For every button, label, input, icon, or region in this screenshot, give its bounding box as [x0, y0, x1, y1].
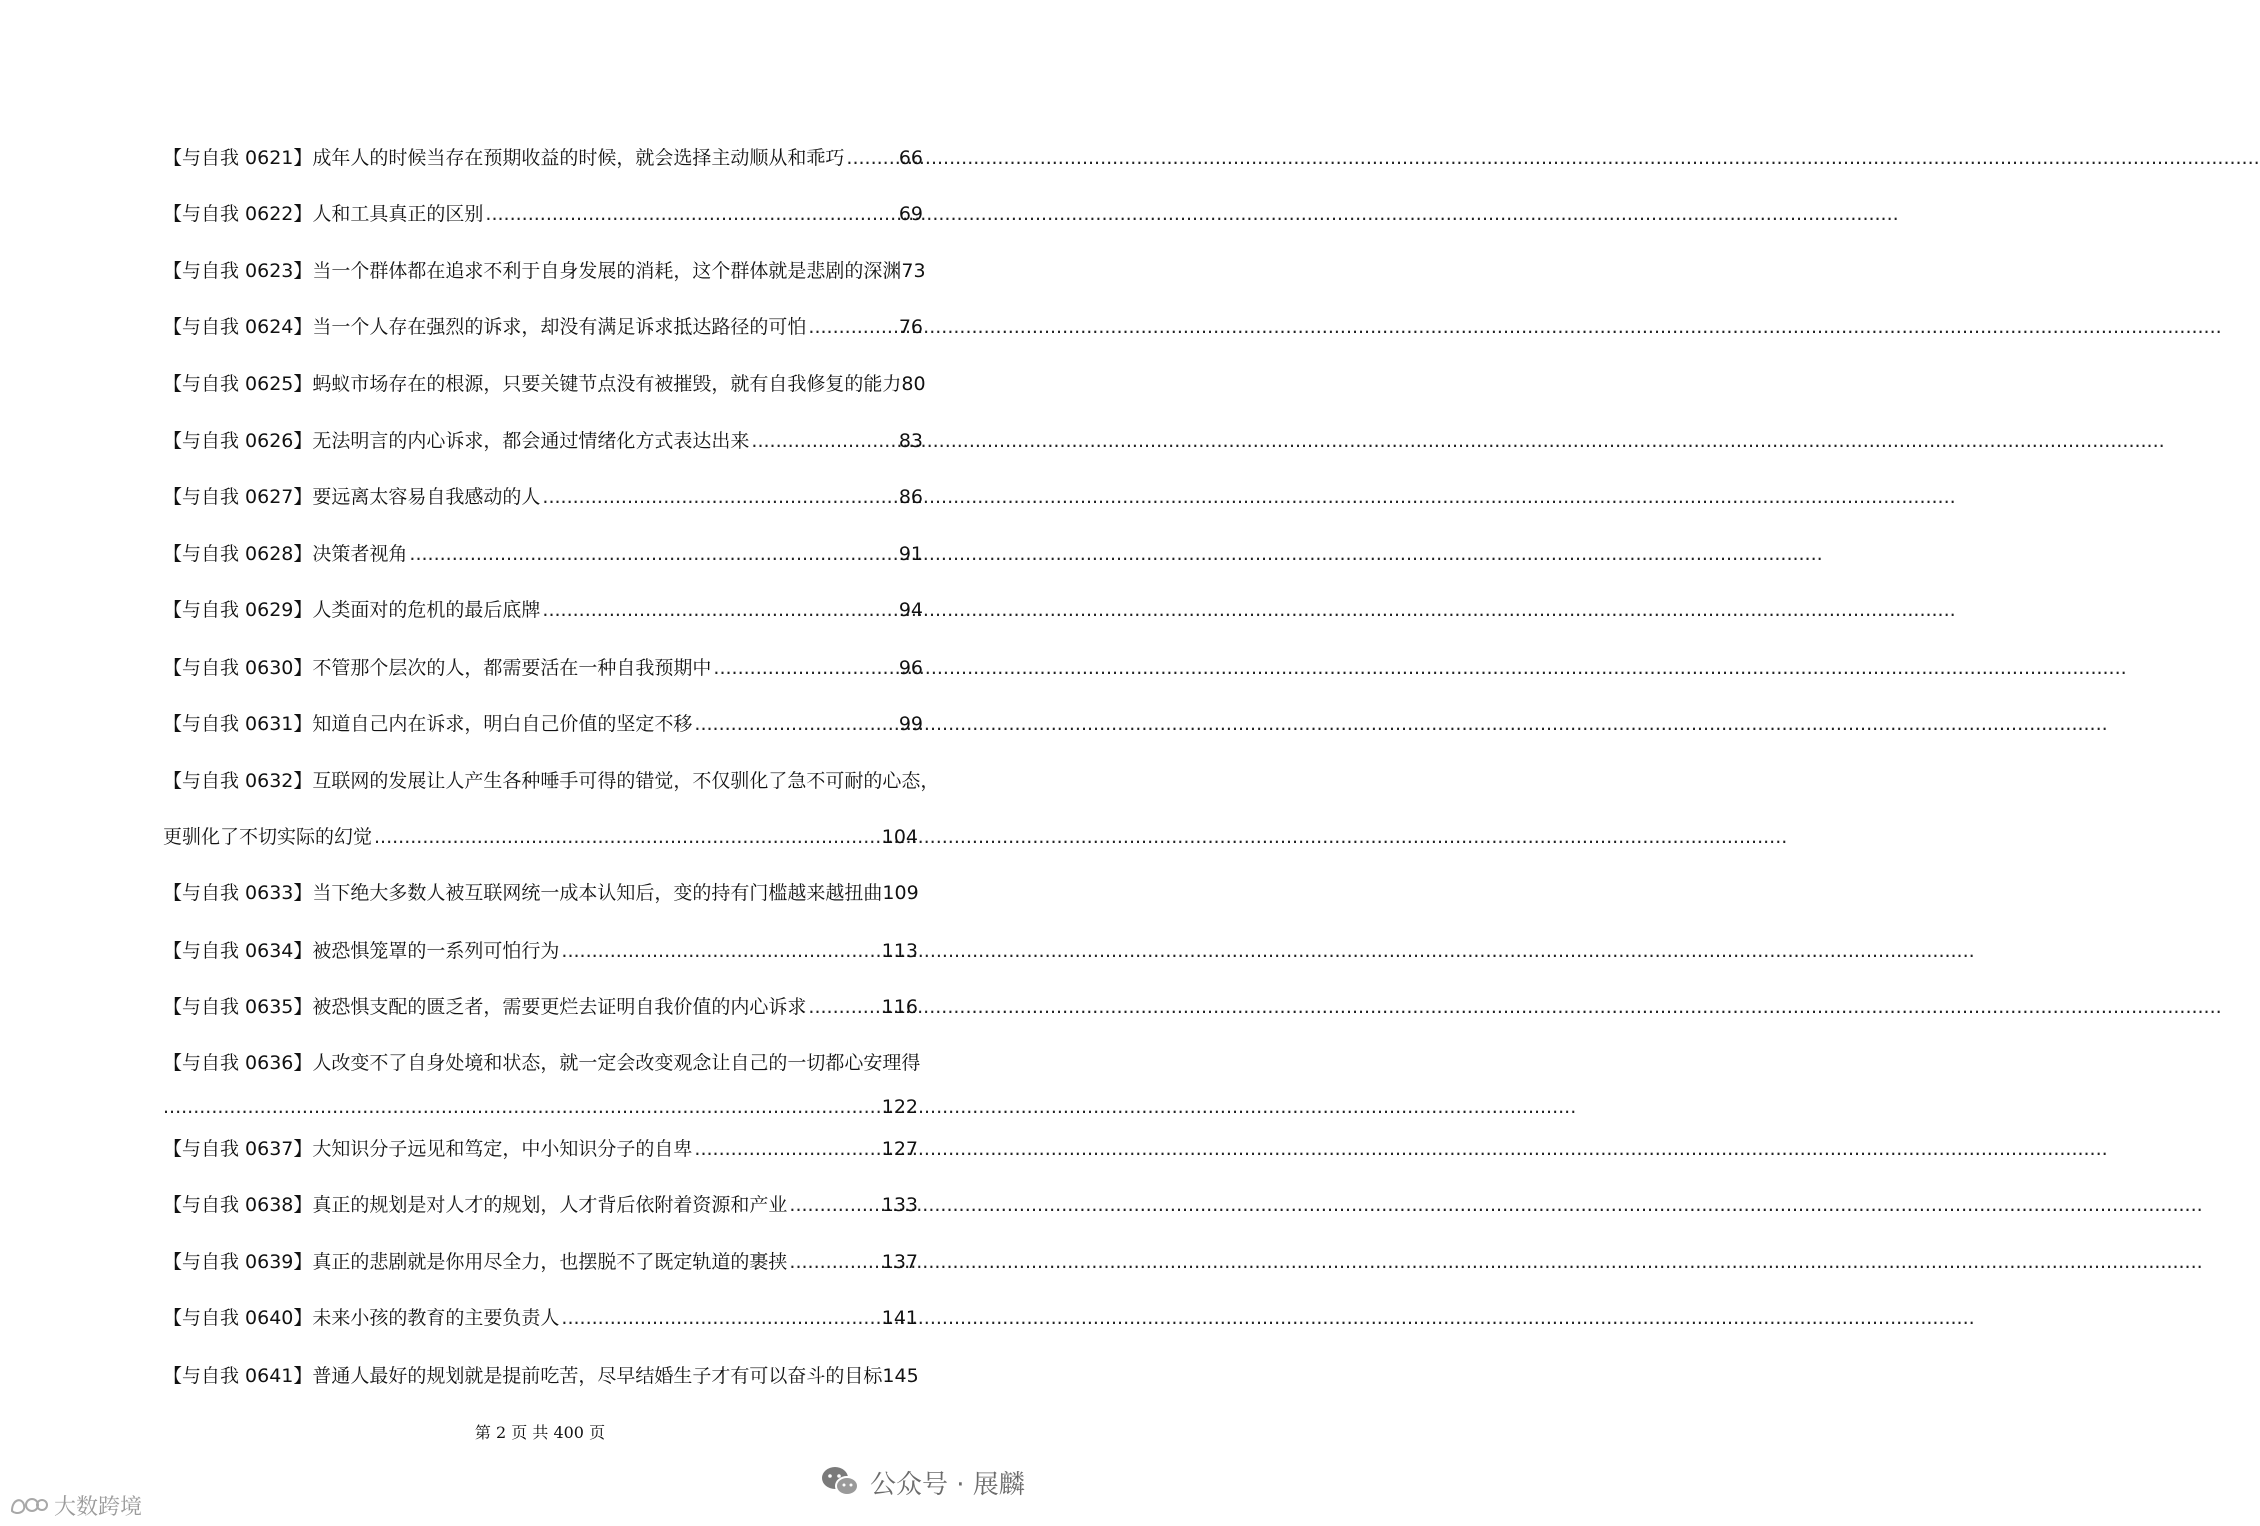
toc-entry[interactable] [163, 1137, 923, 1161]
toc-entry-page: 73 [901, 260, 926, 282]
toc-entry-page: 91 [898, 543, 923, 565]
toc-entry-title: 当下绝大多数人被互联网统一成本认知后，变的持有门槛越来越扭曲 [312, 882, 883, 904]
toc-entry-page: 113 [881, 940, 918, 962]
toc-entry-title: 互联网的发展让人产生各种唾手可得的错觉，不仅驯化了急不可耐的心态， [312, 770, 940, 792]
toc-entry-tag: 【与自我 0633】 [163, 882, 313, 904]
toc-entry-page: 116 [881, 996, 918, 1018]
toc-leader [694, 712, 896, 736]
toc-entry-title-continued: 更驯化了不切实际的幻觉 [163, 826, 373, 848]
toc-entry-tag: 【与自我 0629】 [163, 599, 313, 621]
watermark-brand [8, 1490, 142, 1520]
brand-logo-icon [8, 1493, 48, 1517]
toc-entry-tag: 【与自我 0638】 [163, 1194, 313, 1216]
toc-entry-tag: 【与自我 0631】 [163, 713, 313, 735]
toc-leader [751, 429, 896, 453]
toc-entry[interactable] [163, 202, 923, 226]
toc-entry-tag: 【与自我 0625】 [163, 373, 313, 395]
watermark-brand-text: 大数跨境 [54, 1494, 143, 1520]
toc-entry-title: 当一个人存在强烈的诉求，却没有满足诉求抵达路径的可怕 [312, 316, 807, 338]
toc-entry-title: 无法明言的内心诉求，都会通过情绪化方式表达出来 [312, 430, 750, 452]
toc-entry-page: 80 [901, 373, 926, 395]
toc-entry-page: 109 [882, 882, 919, 904]
toc-entry[interactable] [163, 542, 923, 566]
toc-entry[interactable] [163, 372, 926, 396]
toc-entry[interactable] [163, 598, 923, 622]
toc-leader [409, 542, 896, 566]
toc-entry-tag: 【与自我 0624】 [163, 316, 313, 338]
toc-entry[interactable] [163, 1306, 923, 1330]
page-footer: 第 2 页 共 400 页 [474, 1423, 606, 1442]
watermark-wechat [820, 1460, 1025, 1504]
toc-leader [694, 1137, 879, 1161]
toc-entry[interactable] [163, 1250, 923, 1274]
toc-entry[interactable] [163, 1364, 923, 1388]
toc-entry-tag: 【与自我 0627】 [163, 486, 313, 508]
toc-entry[interactable] [163, 485, 923, 509]
toc-leader [163, 1095, 880, 1119]
toc-leader [713, 656, 896, 680]
toc-entry[interactable] [163, 656, 923, 680]
toc-entry-page: 66 [898, 147, 923, 169]
toc-entry-title: 知道自己内在诉求，明白自己价值的坚定不移 [312, 713, 693, 735]
toc-leader [542, 485, 896, 509]
toc-entry[interactable] [163, 429, 923, 453]
toc-leader [789, 1250, 879, 1274]
wechat-icon [820, 1465, 860, 1499]
toc-entry[interactable] [163, 1051, 923, 1119]
toc-entry[interactable] [163, 769, 940, 849]
toc-entry-title: 被恐惧支配的匮乏者，需要更烂去证明自我价值的内心诉求 [312, 996, 807, 1018]
toc-entry-page: 127 [881, 1138, 918, 1160]
toc-entry-tag: 【与自我 0635】 [163, 996, 313, 1018]
toc-entry-tag: 【与自我 0636】 [163, 1052, 313, 1074]
toc-entry-tag: 【与自我 0622】 [163, 203, 313, 225]
toc-entry-title: 真正的规划是对人才的规划，人才背后依附着资源和产业 [312, 1194, 788, 1216]
toc-leader [542, 598, 896, 622]
toc-entry-page: 137 [881, 1251, 918, 1273]
toc-entry-page: 122 [881, 1096, 918, 1118]
toc-entry[interactable] [163, 995, 923, 1019]
toc-entry-tag: 【与自我 0640】 [163, 1307, 313, 1329]
toc-leader [561, 939, 879, 963]
toc-entry-title: 当一个群体都在追求不利于自身发展的消耗，这个群体就是悲剧的深渊 [312, 260, 902, 282]
toc-entry-page: 94 [898, 599, 923, 621]
toc-entry-title: 决策者视角 [312, 543, 408, 565]
toc-entry[interactable] [163, 712, 923, 736]
toc-entry-title: 大知识分子远见和笃定，中小知识分子的自卑 [312, 1138, 693, 1160]
toc-leader [789, 1193, 879, 1217]
toc-entry-page: 96 [898, 657, 923, 679]
toc-entry-page: 133 [881, 1194, 918, 1216]
toc-leader [561, 1306, 879, 1330]
toc-entry-title: 未来小孩的教育的主要负责人 [312, 1307, 560, 1329]
toc-entry-page: 83 [898, 430, 923, 452]
toc-entry[interactable] [163, 315, 923, 339]
toc-entry[interactable] [163, 939, 923, 963]
toc-entry-tag: 【与自我 0628】 [163, 543, 313, 565]
toc-entry-title: 蚂蚁市场存在的根源，只要关键节点没有被摧毁，就有自我修复的能力 [312, 373, 902, 395]
toc-entry-tag: 【与自我 0626】 [163, 430, 313, 452]
watermark-wechat-text: 公众号 · 展麟 [870, 1469, 1025, 1500]
toc-entry-title: 被恐惧笼罩的一系列可怕行为 [312, 940, 560, 962]
document-page [0, 0, 1080, 1526]
toc-entry-title: 成年人的时候当存在预期收益的时候，就会选择主动顺从和乖巧 [312, 147, 845, 169]
toc-entry-tag: 【与自我 0621】 [163, 147, 313, 169]
toc-entry-page: 69 [898, 203, 923, 225]
toc-entry-tag: 【与自我 0634】 [163, 940, 313, 962]
toc-entry-tag: 【与自我 0632】 [163, 770, 313, 792]
toc-entry-tag: 【与自我 0639】 [163, 1251, 313, 1273]
toc-entry-tag: 【与自我 0637】 [163, 1138, 313, 1160]
toc-entry-page: 99 [898, 713, 923, 735]
toc-entry-tag: 【与自我 0623】 [163, 260, 313, 282]
toc-entry-title: 人改变不了自身处境和状态，就一定会改变观念让自己的一切都心安理得 [312, 1052, 921, 1074]
toc-entry-page: 76 [898, 316, 923, 338]
toc-entry[interactable] [163, 881, 923, 905]
toc-entry-title: 真正的悲剧就是你用尽全力，也摆脱不了既定轨道的裹挟 [312, 1251, 788, 1273]
toc-entry-title: 不管那个层次的人，都需要活在一种自我预期中 [312, 657, 712, 679]
toc-entry-page: 145 [882, 1365, 919, 1387]
toc-leader [846, 146, 896, 170]
toc-entry[interactable] [163, 1193, 923, 1217]
toc-entry-title: 人类面对的危机的最后底牌 [312, 599, 541, 621]
toc-leader [808, 315, 896, 339]
toc-entry-page: 86 [898, 486, 923, 508]
toc-leader [808, 995, 879, 1019]
toc-entry-tag: 【与自我 0630】 [163, 657, 313, 679]
toc-entry-title: 要远离太容易自我感动的人 [312, 486, 541, 508]
toc-leader [485, 202, 896, 226]
toc-entry[interactable] [163, 259, 926, 283]
toc-entry-tag: 【与自我 0641】 [163, 1365, 313, 1387]
toc-entry-title: 人和工具真正的区别 [312, 203, 484, 225]
toc-entry-title: 普通人最好的规划就是提前吃苦，尽早结婚生子才有可以奋斗的目标 [312, 1365, 883, 1387]
toc-entry[interactable] [163, 146, 923, 170]
toc-entry-page: 104 [881, 826, 918, 848]
toc-leader [374, 825, 880, 849]
toc-entry-page: 141 [881, 1307, 918, 1329]
